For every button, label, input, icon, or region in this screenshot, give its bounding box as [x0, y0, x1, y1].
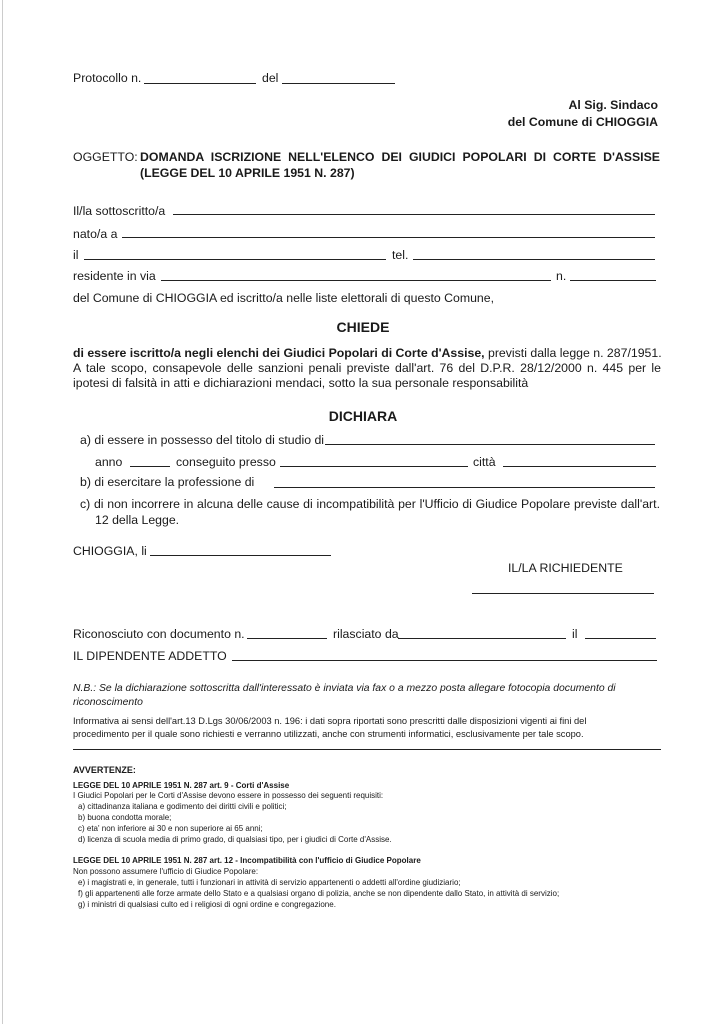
dichiara-item-c-line-2: 12 della Legge.	[95, 513, 180, 527]
privacy-line-1: Informativa ai sensi dell'art.13 D.Lgs 30/06/2003 n. 196: i dati sopra riportati sono prescritti dalle disposizioni vigenti ai fini del	[73, 716, 587, 726]
addressee-line-2: del Comune di CHIOGGIA	[507, 115, 658, 129]
comune-text: del Comune di CHIOGGIA ed iscritto/a nelle liste elettorali di questo Comune,	[73, 291, 495, 305]
address-field[interactable]	[161, 280, 551, 281]
art9-item: a) cittadinanza italiana e godimento dei diritti civili e politici;	[78, 802, 287, 811]
art9-item: c) eta' non inferiore ai 30 e non superiore ai 65 anni;	[78, 824, 263, 833]
del-label: del	[262, 71, 279, 85]
subject-line-2: (LEGGE DEL 10 APRILE 1951 N. 287)	[140, 166, 355, 180]
anno-label: anno	[95, 455, 123, 469]
documento-number-field[interactable]	[247, 638, 327, 639]
conseguito-label: conseguito presso	[176, 455, 276, 469]
dipendente-label: IL DIPENDENTE ADDETTO	[73, 649, 227, 663]
documento-date-field[interactable]	[585, 638, 656, 639]
chiede-legge-text: previsti dalla legge n. 287/1951.	[484, 346, 662, 360]
sottoscritto-field[interactable]	[173, 214, 655, 215]
conseguito-field[interactable]	[280, 466, 468, 467]
tel-field[interactable]	[413, 259, 655, 260]
documento-date-label: il	[572, 627, 578, 641]
chiede-heading: CHIEDE	[336, 319, 390, 335]
anno-field[interactable]	[130, 466, 170, 467]
birthplace-field[interactable]	[122, 237, 655, 238]
rilasciato-field[interactable]	[398, 638, 566, 639]
place-date-label: CHIOGGIA, li	[73, 544, 147, 558]
privacy-line-2: procedimento per il quale sono richiesti e verranno utilizzati, anche con strumenti informatici, esclusivamente per tale scopo.	[73, 729, 584, 739]
nb-line-1: N.B.: Se la dichiarazione sottoscritta dall'interessato è inviata via fax o a mezzo posta allegare fotocopia documento di	[73, 683, 616, 694]
art9-item: b) buona condotta morale;	[78, 813, 172, 822]
art12-item: e) i magistrati e, in generale, tutti i funzionari in attività di servizio appartenenti o addetti all'ordine giudiziario;	[78, 878, 461, 887]
avvertenze-title: AVVERTENZE:	[73, 765, 136, 775]
dichiara-item-b: b) di esercitare la professione di	[80, 475, 255, 489]
art12-intro: Non possono assumere l'ufficio di Giudice Popolare:	[73, 867, 259, 876]
richiedente-label: IL/LA RICHIEDENTE	[508, 561, 623, 575]
civico-field[interactable]	[570, 280, 656, 281]
rilasciato-label: rilasciato da	[333, 627, 399, 641]
residente-label: residente in via	[73, 269, 156, 283]
art9-title: LEGGE DEL 10 APRILE 1951 N. 287 art. 9 - Corti d'Assise	[73, 781, 290, 790]
place-date-field[interactable]	[150, 555, 331, 556]
citta-field[interactable]	[503, 466, 656, 467]
citta-label: città	[473, 455, 496, 469]
scan-edge	[2, 0, 3, 1024]
birthdate-label: il	[73, 248, 79, 262]
art12-title: LEGGE DEL 10 APRILE 1951 N. 287 art. 12 - Incompatibilità con l'ufficio di Giudice Popolare	[73, 856, 421, 865]
chiede-line-3: ipotesi di falsità in atti e dichiarazioni mendaci, sotto la sua personale responsabilità	[73, 376, 529, 390]
nb-line-2: riconoscimento	[73, 697, 143, 708]
art12-item: g) i ministri di qualsiasi culto ed i religiosi di ogni ordine e congregazione.	[78, 900, 336, 909]
subject-label: OGGETTO:	[73, 150, 138, 164]
protocollo-date-field[interactable]	[282, 83, 395, 84]
riconosciuto-label: Riconosciuto con documento n.	[73, 627, 245, 641]
art9-item: d) licenza di scuola media di primo grado, di qualsiasi tipo, per i giudici di Corte d'Assise.	[78, 835, 392, 844]
tel-label: tel.	[392, 248, 409, 262]
section-divider	[73, 749, 661, 750]
art12-item: f) gli appartenenti alle forze armate dello Stato e a qualsiasi organo di polizia, anche se non dipendente dallo Stato, in attività di servizio;	[78, 889, 560, 898]
professione-field[interactable]	[274, 487, 655, 488]
art9-intro: I Giudici Popolari per le Corti d'Assise devono essere in possesso dei seguenti requisiti:	[73, 791, 384, 800]
nato-label: nato/a a	[73, 227, 118, 241]
sottoscritto-label: Il/la sottoscritto/a	[73, 204, 166, 218]
dichiara-heading: DICHIARA	[328, 408, 398, 424]
chiede-bold-text: di essere iscritto/a negli elenchi dei Giudici Popolari di Corte d'Assise,	[73, 346, 485, 360]
dichiara-item-a: a) di essere in possesso del titolo di studio di	[80, 433, 325, 447]
civico-label: n.	[556, 269, 567, 283]
protocollo-label: Protocollo n.	[73, 71, 142, 85]
richiedente-signature-field[interactable]	[472, 593, 654, 594]
dichiara-item-c-line-1: c) di non incorrere in alcuna delle cause di incompatibilità per l'Ufficio di Giudice Popolare previste dall'art.	[80, 497, 660, 511]
dipendente-field[interactable]	[232, 660, 657, 661]
chiede-line-2: A tale scopo, consapevole delle sanzioni penali previste dall'art. 76 del D.P.R. 28/12/2000 n. 445 per le	[73, 361, 661, 375]
addressee-line-1: Al Sig. Sindaco	[568, 98, 658, 112]
chiede-line-1	[73, 346, 662, 360]
subject-line-1: DOMANDA ISCRIZIONE NELL'ELENCO DEI GIUDICI POPOLARI DI CORTE D'ASSISE	[140, 150, 660, 164]
protocollo-number-field[interactable]	[144, 83, 256, 84]
birthdate-field[interactable]	[84, 259, 386, 260]
titolo-studio-field[interactable]	[325, 444, 655, 445]
